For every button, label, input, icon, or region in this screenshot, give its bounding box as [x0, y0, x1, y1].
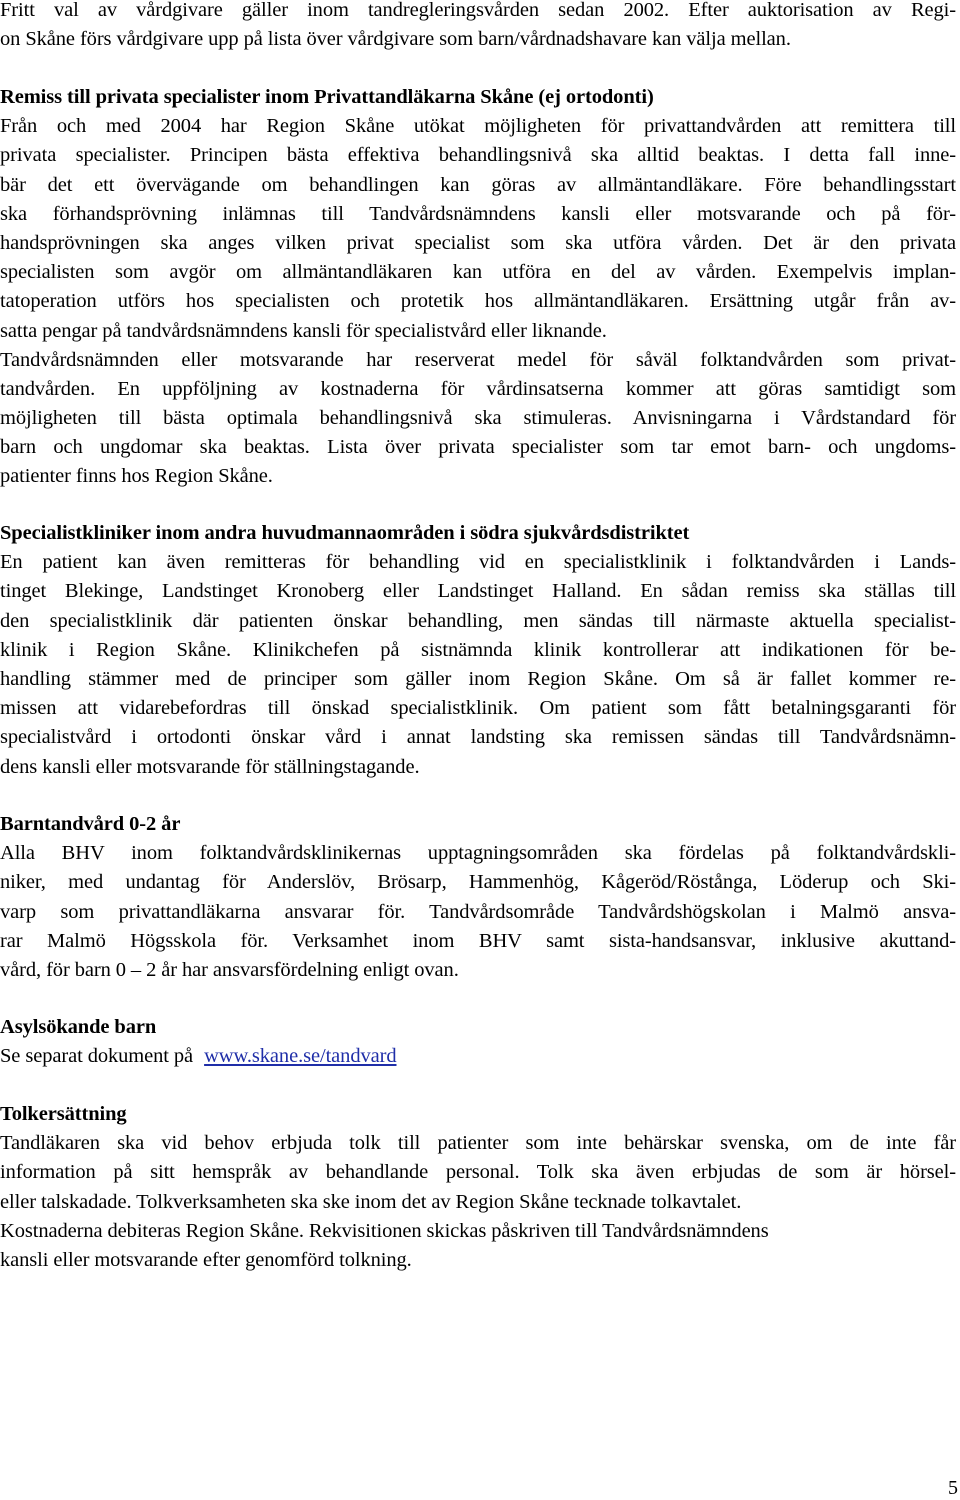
tolk-line: Kostnaderna debiteras Region Skåne. Rekvisitionen skickas påskriven till Tandvårdsnämndens: [0, 1219, 769, 1242]
remiss-line: möjligheten till bästa optimala behandlingsnivå ska stimuleras. Anvisningarna i Vårdstandard för: [0, 407, 956, 430]
barntandvard-line: Alla BHV inom folktandvårdsklinikernas upptagningsområden ska fördelas på folktandvårdskli-: [0, 842, 956, 865]
remiss-line: handsprövningen ska anges vilken privat specialist som ska utföra vården. Det är den privata: [0, 231, 956, 254]
intro-paragraph: [0, 0, 960, 54]
remiss-line: Från och med 2004 har Region Skåne utökat möjligheten för privattandvården att remittera till: [0, 115, 956, 138]
remiss-line: barn och ungdomar ska beaktas. Lista över privata specialister som tar emot barn- och ungdoms-: [0, 436, 956, 459]
tolk-line: Tandläkaren ska vid behov erbjuda tolk till patienter som inte behärskar svenska, om de inte får: [0, 1132, 956, 1155]
page-number: 5: [948, 1477, 958, 1499]
remiss-line: satta pengar på tandvårdsnämndens kansli för specialistvård eller liknande.: [0, 319, 607, 342]
specialistkliniker-line: dens kansli eller motsvarande för ställningstagande.: [0, 755, 420, 778]
asyl-heading: Asylsökande barn: [0, 1016, 157, 1038]
remiss-line: Tandvårdsnämnden eller motsvarande har reserverat medel för såväl folktandvården som privat-: [0, 348, 956, 371]
specialistkliniker-line: tinget Blekinge, Landstinget Kronoberg eller Landstinget Halland. En sådan remiss ska ställas till: [0, 580, 956, 603]
specialistkliniker-section: [0, 519, 960, 782]
barntandvard-heading: Barntandvård 0-2 år: [0, 813, 181, 835]
remiss-line: bär det ett övervägande om behandlingen kan göras av allmäntandläkare. Före behandlingsstart: [0, 173, 956, 196]
specialistkliniker-line: missen att vidarebefordras till önskad specialistklinik. Om patient som fått betalningsgaranti för: [0, 697, 956, 720]
asyl-section: [0, 1013, 960, 1071]
tolk-section: [0, 1100, 960, 1275]
remiss-line: specialisten som avgör om allmäntandläkaren kan utföra en del av vården. Exempelvis implan-: [0, 261, 956, 284]
specialistkliniker-line: specialistvård i ortodonti önskar vård i annat landsting ska remissen sändas till Tandvårdsnämn-: [0, 726, 956, 749]
tolk-line: information på sitt hemspråk av behandlande personal. Tolk ska även erbjudas de som är hörsel-: [0, 1161, 956, 1184]
specialistkliniker-line: handling stämmer med de principer som gäller inom Region Skåne. Om så är fallet kommer re-: [0, 667, 956, 690]
specialistkliniker-line: klinik i Region Skåne. Klinikchefen på sistnämnda klinik kontrollerar att indikationen för be-: [0, 638, 956, 661]
remiss-line: patienter finns hos Region Skåne.: [0, 465, 273, 488]
barntandvard-line: varp som privattandläkarna ansvarar för. Tandvårdsområde Tandvårdshögskolan i Malmö ansva-: [0, 900, 956, 923]
barntandvard-line: niker, med undantag för Anderslöv, Brösarp, Hammenhög, Kågeröd/Röstånga, Löderup och Ski-: [0, 871, 956, 894]
remiss-heading: Remiss till privata specialister inom Privattandläkarna Skåne (ej ortodonti): [0, 86, 654, 108]
intro-line: on Skåne förs vårdgivare upp på lista över vårdgivare som barn/vårdnadshavare kan välja mellan.: [0, 28, 791, 51]
remiss-section: [0, 83, 960, 492]
remiss-line: tatoperation utförs hos specialisten och protetik hos allmäntandläkaren. Ersättning utgår från av-: [0, 290, 956, 313]
asyl-text: Se separat dokument på: [0, 1045, 199, 1068]
remiss-line: ska förhandsprövning inlämnas till Tandvårdsnämndens kansli eller motsvarande och på för-: [0, 202, 956, 225]
barntandvard-line: vård, för barn 0 – 2 år har ansvarsfördelning enligt ovan.: [0, 958, 459, 981]
barntandvard-line: rar Malmö Högsskola för. Verksamhet inom BHV samt sista-handsansvar, inklusive akuttand-: [0, 929, 956, 952]
asyl-line: [0, 1042, 960, 1071]
intro-line: Fritt val av vårdgivare gäller inom tandregleringsvården sedan 2002. Efter auktorisation av Regi-: [0, 0, 956, 21]
remiss-line: privata specialister. Principen bästa effektiva behandlingsnivå ska alltid beaktas. I detta fall inne-: [0, 144, 956, 167]
remiss-line: tandvården. En uppföljning av kostnaderna för vårdinsatserna kommer att göras samtidigt som: [0, 377, 956, 400]
specialistkliniker-heading: Specialistkliniker inom andra huvudmannaområden i södra sjukvårdsdistriktet: [0, 522, 690, 544]
tolk-line: kansli eller motsvarande efter genomförd tolkning.: [0, 1248, 412, 1271]
tolk-heading: Tolkersättning: [0, 1103, 127, 1125]
tolk-line: eller talskadade. Tolkverksamheten ska ske inom det av Region Skåne tecknade tolkavtalet.: [0, 1190, 742, 1213]
barntandvard-section: [0, 810, 960, 985]
tandvard-link[interactable]: www.skane.se/tandvard: [204, 1045, 397, 1068]
specialistkliniker-line: den specialistklinik där patienten önskar behandling, men sändas till närmaste aktuella specialist-: [0, 609, 956, 632]
specialistkliniker-line: En patient kan även remitteras för behandling vid en specialistklinik i folktandvården i Lands-: [0, 551, 956, 574]
